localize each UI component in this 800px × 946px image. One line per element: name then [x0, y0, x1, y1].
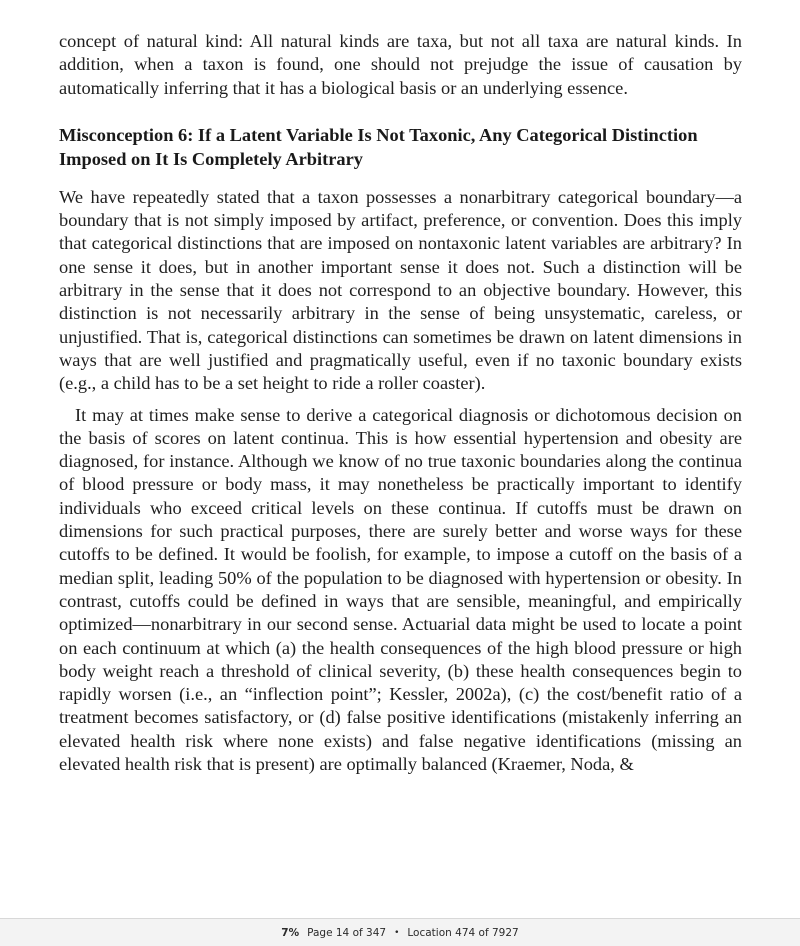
page-indicator: Page 14 of 347	[307, 927, 387, 939]
separator-dot: •	[394, 928, 400, 938]
progress-percent: 7%	[281, 927, 300, 939]
section-heading: Misconception 6: If a Latent Variable Is Not Taxonic, Any Categorical Distinction Imposed on It Is Completely Arbitrary	[59, 124, 698, 169]
paragraph-body: It may at times make sense to derive a categorical diagnosis or dichotomous decision on the basis of scores on latent continua. This is how essential hypertension and obesity are diagnosed, for instance. Although we know of no true taxonic boundaries along the continua of blood pressure or body mass, it may nonetheless be practically important to identify individuals who exceed critical levels on these continua. If cutoffs must be drawn on dimensions for such practical purposes, there are surely better and worse ways for these cutoffs to be defined. It would be foolish, for example, to impose a cutoff on the basis of a median split, leading 50% of the population to be diagnosed with hypertension or obesity. In contrast, cutoffs could be defined in ways that are sensible, meaningful, and empirically optimized—nonarbitrary in our second sense. Actuarial data might be used to locate a point on each continuum at which (a) the health consequences of the high blood pressure or high body weight reach a threshold of clinical severity, (b) these health consequences begin to rapidly worsen (i.e., an “inflection point”; Kessler, 2002a), (c) the cost/benefit ratio of a treatment becomes satisfactory, or (d) false positive identifications (mistakenly inferring an elevated health risk where none exists) and false negative identifications (missing an elevated health risk that is present) are optimally balanced (Kraemer, Noda, &	[59, 404, 742, 775]
paragraph-continued: concept of natural kind: All natural kinds are taxa, but not all taxa are natural kinds. In addition, when a taxon is found, one should not prejudge the issue of causation by automatically inferring that it has a biological basis or an underlying essence.	[59, 31, 742, 98]
location-indicator: Location 474 of 7927	[407, 927, 519, 939]
paragraph-intro: We have repeatedly stated that a taxon possesses a nonarbitrary categorical boundary—a boundary that is not simply imposed by artifact, preference, or convention. Does this imply that categorical distinctions that are imposed on nontaxonic latent variables are arbitrary? In one sense it does, but in another important sense it does not. Such a distinction will be arbitrary in the sense that it does not correspond to an objective boundary. However, this distinction is not necessarily arbitrary in the sense of being unsystematic, careless, or unjustified. That is, categorical distinctions can sometimes be drawn on latent dimensions in ways that are well justified and pragmatically useful, even if no taxonic boundary exists (e.g., a child has to be a set height to ride a roller coaster).	[59, 186, 742, 394]
reading-progress-bar[interactable]	[0, 918, 800, 946]
reading-pane	[59, 30, 742, 776]
